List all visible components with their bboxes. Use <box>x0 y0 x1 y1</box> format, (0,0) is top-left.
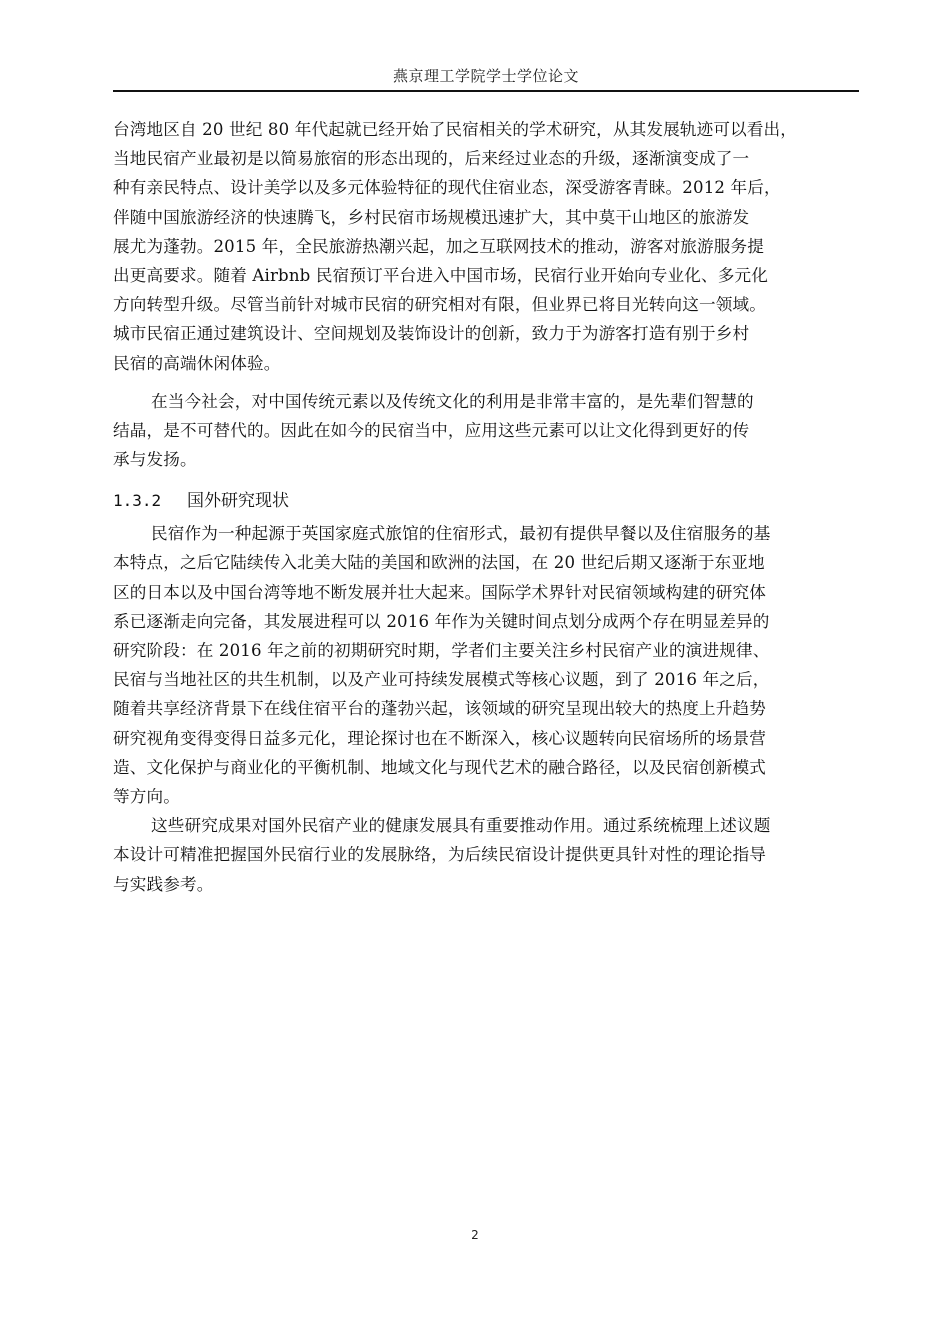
text-line: 种有亲民特点、设计美学以及多元体验特征的现代住宿业态，深受游客青睐。2012 年后， <box>113 178 781 198</box>
text-line: 在当今社会，对中国传统元素以及传统文化的利用是非常丰富的，是先辈们智慧的 <box>151 391 754 411</box>
text-line: 系已逐渐走向完备，其发展进程可以 2016 年作为关键时间点划分成两个存在明显差异的 <box>113 611 770 631</box>
section-title: 国外研究现状 <box>187 491 289 512</box>
paragraph-traditional-culture <box>113 387 865 475</box>
thesis-header-title: 燕京理工学院学士学位论文 <box>392 67 579 85</box>
text-line: 研究视角变得变得日益多元化，理论探讨也在不断深入，核心议题转向民宿场所的场景营 <box>113 728 767 748</box>
text-line: 这些研究成果对国外民宿产业的健康发展具有重要推动作用。通过系统梳理上述议题 <box>151 816 771 836</box>
text-line: 民宿作为一种起源于英国家庭式旅馆的住宿形式，最初有提供早餐以及住宿服务的基 <box>151 524 771 544</box>
text-line: 民宿与当地社区的共生机制，以及产业可持续发展模式等核心议题，到了 2016 年之后， <box>113 670 770 690</box>
text-line: 本设计可精准把握国外民宿行业的发展脉络，为后续民宿设计提供更具针对性的理论指导 <box>113 845 767 865</box>
text-line: 随着共享经济背景下在线住宿平台的蓬勃兴起，该领域的研究呈现出较大的热度上升趋势 <box>113 699 767 719</box>
section-number: 1.3.2 <box>113 491 162 511</box>
text-line: 研究阶段：在 2016 年之前的初期研究时期，学者们主要关注乡村民宿产业的演进规律、 <box>113 641 770 660</box>
paragraph-taiwan-research <box>113 115 865 378</box>
text-line: 展尤为蓬勃。2015 年，全民旅游热潮兴起，加之互联网技术的推动，游客对旅游服务提 <box>113 236 765 256</box>
paragraph-research-significance <box>113 811 865 899</box>
document-body <box>113 115 865 899</box>
text-line: 与实践参考。 <box>113 874 214 894</box>
text-line: 结晶，是不可替代的。因此在如今的民宿当中，应用这些元素可以让文化得到更好的传 <box>113 420 750 440</box>
text-line: 台湾地区自 20 世纪 80 年代起就已经开始了民宿相关的学术研究，从其发展轨迹可以看出， <box>113 120 798 139</box>
section-heading <box>113 486 865 516</box>
text-line: 城市民宿正通过建筑设计、空间规划及装饰设计的创新，致力于为游客打造有别于乡村 <box>113 324 750 344</box>
text-line: 本特点，之后它陆续传入北美大陆的美国和欧洲的法国，在 20 世纪后期又逐渐于东亚地 <box>113 553 765 573</box>
text-line: 民宿的高端休闲体验。 <box>113 353 281 373</box>
paragraph-spacer <box>113 378 865 387</box>
text-line: 当地民宿产业最初是以简易旅宿的形态出现的，后来经过业态的升级，逐渐演变成了一 <box>113 149 750 169</box>
paragraph-foreign-research <box>113 519 865 811</box>
text-line: 造、文化保护与商业化的平衡机制、地域文化与现代艺术的融合路径，以及民宿创新模式 <box>113 757 767 777</box>
text-line: 伴随中国旅游经济的快速腾飞，乡村民宿市场规模迅速扩大，其中莫干山地区的旅游发 <box>113 207 750 227</box>
text-line: 等方向。 <box>113 786 180 806</box>
text-line: 承与发扬。 <box>113 450 197 470</box>
page-header <box>113 66 859 92</box>
text-line: 方向转型升级。尽管当前针对城市民宿的研究相对有限，但业界已将目光转向这一领域。 <box>113 295 767 315</box>
page-number: 2 <box>471 1228 479 1242</box>
text-line: 区的日本以及中国台湾等地不断发展并壮大起来。国际学术界针对民宿领域构建的研究体 <box>113 582 767 602</box>
text-line: 出更高要求。随着 Airbnb 民宿预订平台进入中国市场，民宿行业开始向专业化、多元化 <box>113 265 768 285</box>
